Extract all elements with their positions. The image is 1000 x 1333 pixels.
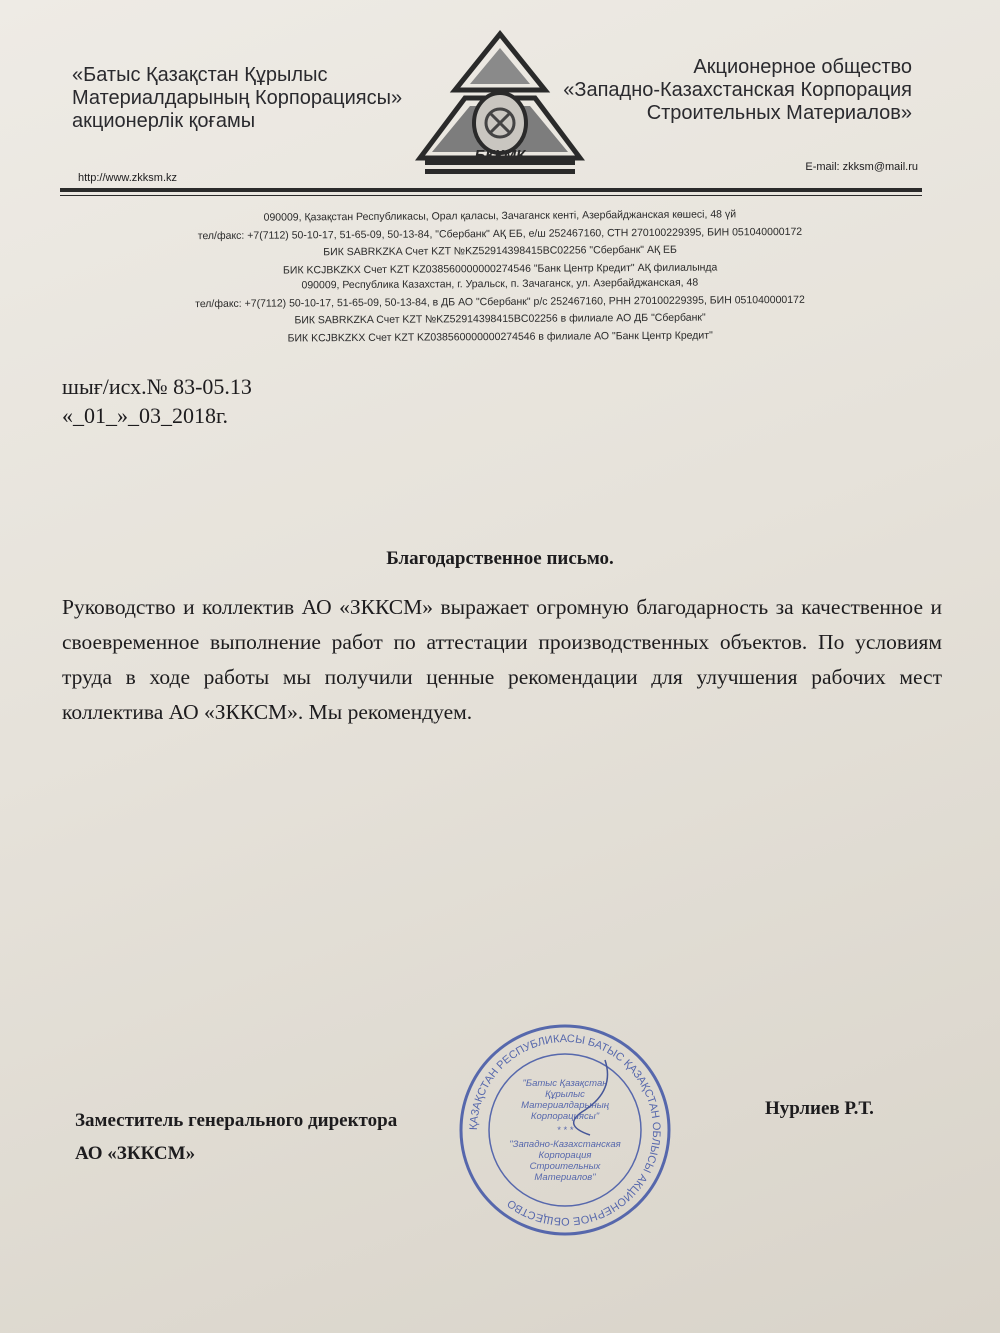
- address-line: БИК SABRKZKA Счет KZT №KZ52914398415BC02256 в филиале АО ДБ "Сбербанк": [294, 311, 706, 327]
- address-line: БИК KCJBKZKX Счет KZT KZ038560000000274546 "Банк Центр Кредит" АҚ филиалында: [282, 260, 718, 277]
- address-line: тел/факс: +7(7112) 50-10-17, 51-65-09, 50-13-84, в ДБ АО "Сбербанк" р/с 252467160, РНН 270100229395, БИН 051040000172: [195, 293, 805, 310]
- header-right-company-name: [563, 56, 912, 125]
- company-seal: ҚАЗАҚСТАН РЕСПУБЛИКАСЫ БАТЫС ҚАЗАҚСТАН ОБЛЫСЫ АКЦИОНЕРНОЕ ОБЩЕСТВО "Батыс Қазақстан Құрылыс Материалдарының Корпорациясы" * * * "Западно-Казахстанская Корпорация Строительных Материалов": [455, 1020, 675, 1240]
- seal-inner-kz: "Батыс Қазақстан Құрылыс Материалдарының Корпорациясы": [521, 1078, 609, 1122]
- reference-date: «_01_»_03_2018г.: [62, 403, 229, 428]
- website-link[interactable]: http://www.zkksm.kz: [78, 172, 178, 184]
- letter-body: Руководство и коллектив АО «ЗККСМ» выражает огромную благодарность за качественное и своевременное выполнение работ по аттестации производственных объектов. По условиям труда в ходе работы мы получили ценные рекомендации для улучшения рабочих мест коллектива АО «ЗККСМ». Мы рекомендуем.: [62, 595, 942, 724]
- header-right-line: Акционерное общество: [693, 56, 912, 78]
- header-left-line: «Батыс Қазақстан Құрылыс: [72, 64, 328, 86]
- letter-title: Благодарственное письмо.: [386, 548, 614, 569]
- address-line: 090009, Республика Казахстан, г. Уральск, п. Зачаганск, ул. Азербайджанская, 48: [301, 276, 699, 292]
- header-left-line: Материалдарының Корпорациясы»: [72, 87, 403, 109]
- header-divider: [60, 188, 922, 192]
- signatory-name: Нурлиев Р.Т.: [765, 1098, 874, 1119]
- signatory-company: АО «ЗККСМ»: [75, 1143, 196, 1164]
- address-line: тел/факс: +7(7112) 50-10-17, 51-65-09, 50-13-84, "Сбербанк" АҚ ЕБ, е/ш 252467160, СТН 270100229395, БИН 051040000172: [197, 225, 803, 242]
- address-line: БИК KCJBKZKX Счет KZT KZ038560000000274546 в филиале АО "Банк Центр Кредит": [287, 329, 713, 344]
- signatory-position: Заместитель генерального директора: [75, 1110, 398, 1131]
- outgoing-reference: [62, 372, 252, 430]
- header-right-line: Строительных Материалов»: [646, 102, 912, 124]
- header-left-line: акционерлік қоғамы: [72, 110, 256, 132]
- reference-number: шығ/исх.№ 83-05.13: [62, 374, 252, 399]
- header-left-company-name: [72, 64, 402, 133]
- header-divider-thin: [60, 195, 922, 196]
- email-link[interactable]: E-mail: zkksm@mail.ru: [805, 161, 918, 173]
- logo-text: БҚҚМК: [474, 147, 526, 164]
- address-line: БИК SABRKZKA Счет KZT №KZ52914398415BC02256 "Сбербанк" АҚ ЕБ: [323, 243, 677, 259]
- signature-block: [75, 1104, 397, 1170]
- address-block-kz: [150, 206, 850, 281]
- seal-inner-ru: "Западно-Казахстанская Корпорация Строительных Материалов": [509, 1139, 621, 1183]
- address-line: 090009, Қазақстан Республикасы, Орал қаласы, Зачаганск кенті, Азербайджанская көшесі, 48 үй: [263, 208, 737, 224]
- seal-outer-text: ҚАЗАҚСТАН РЕСПУБЛИКАСЫ БАТЫС ҚАЗАҚСТАН ОБЛЫСЫ АКЦИОНЕРНОЕ ОБЩЕСТВО: [467, 1032, 663, 1228]
- header-right-line: «Западно-Казахстанская Корпорация: [563, 79, 912, 101]
- address-block-ru: [150, 274, 850, 349]
